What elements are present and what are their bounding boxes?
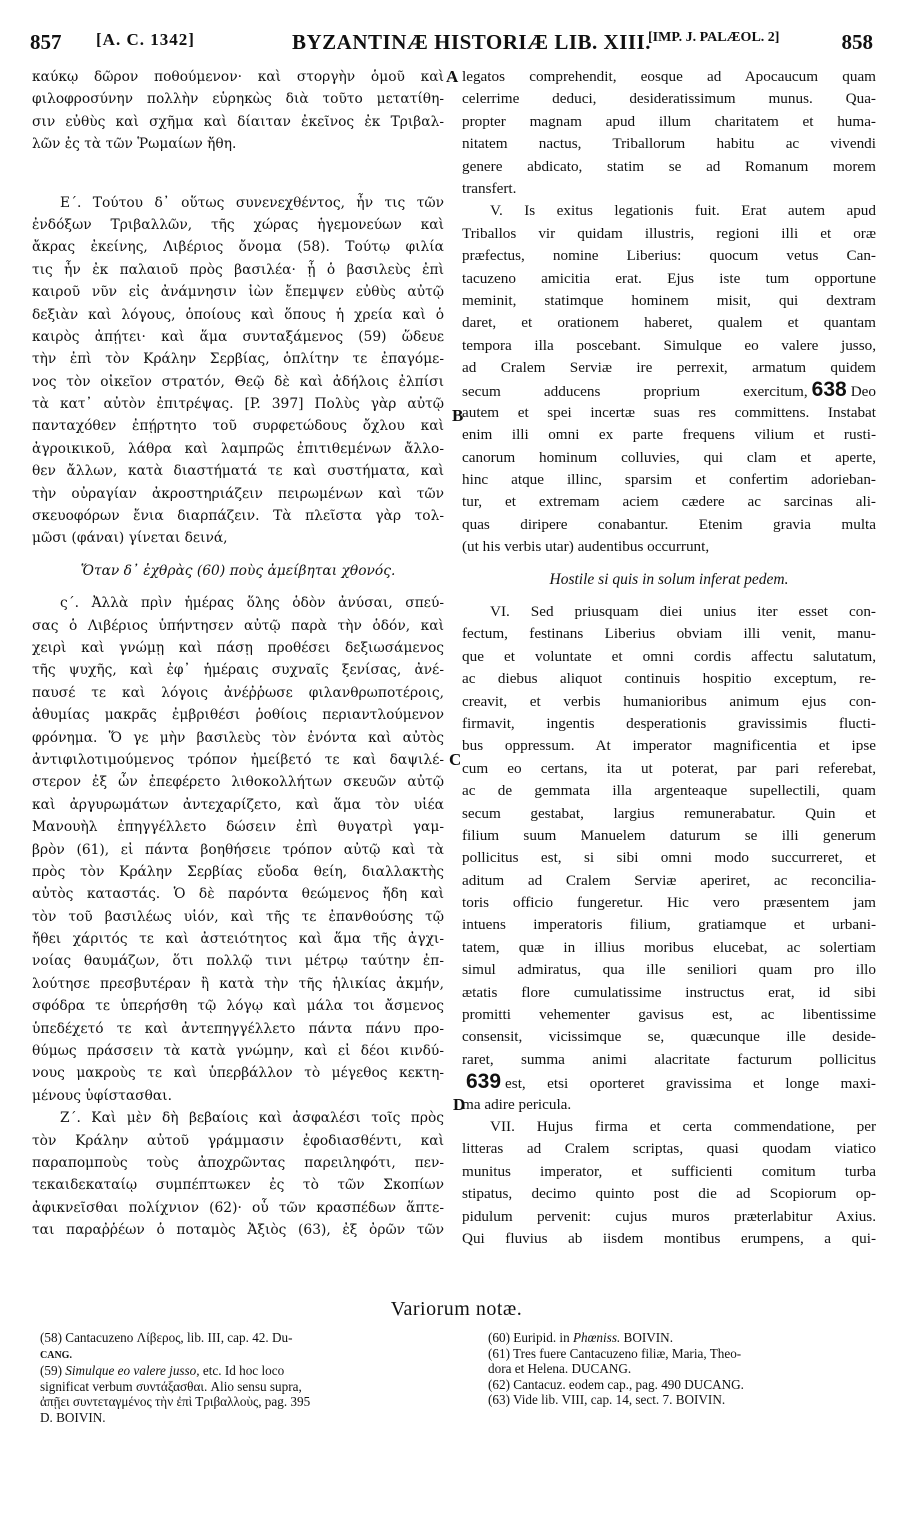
header-date: [A. C. 1342] xyxy=(96,30,195,49)
greek-line: ἀντιφιλοτιμούμενος τρόπον ἠμείβετό τε καὶ δαψιλέ- xyxy=(32,751,444,768)
latin-line: ad Cralem Serviæ ire perrexit, armatum quidem xyxy=(462,359,876,377)
footnote-italic: Phœniss. xyxy=(572,1330,621,1345)
greek-line: θύμως πράσσειν τὰ κατὰ γνώμην, καὶ εἰ δέοι κινδύ- xyxy=(32,1043,444,1060)
latin-line: autem et spei incertæ suas res committens. Instabat xyxy=(462,403,876,421)
greek-line: ἀφικνεῖσθαι πολίχνιον (62)· οὗ τῶν κρασπέδων ἅπτε- xyxy=(32,1199,444,1216)
footnote-line: ἀπῇει συντεταγμένος τὴν ἐπὶ Τριβαλλοὺς, pag. 395 xyxy=(40,1394,311,1409)
greek-line: νος τὸν οἰκεῖον στρατόν, Θεῷ δὲ καὶ ἀδήλοις ἐλπίσι xyxy=(32,373,444,390)
greek-line: ὑπεδέχετό τε καὶ ἀντεπηγγέλλετο πάντα πάνυ προ- xyxy=(32,1020,444,1037)
latin-line: aditum ad Cralem Serviæ aperiret, ac reconcilia- xyxy=(462,871,876,889)
latin-line: tatem, quæ in illius moribus elucebat, ac solertiam xyxy=(462,938,876,956)
greek-line: σιν εὐθὺς καὶ σχῆμα καὶ δίαιταν ἐκεῖνος ἐκ Τριβαλ- xyxy=(32,113,444,130)
greek-line: ἀγροικικοῦ, λάθρα καὶ λαμπρῶς ἐπιτιθεμένων ἄλλο- xyxy=(32,440,444,457)
greek-column xyxy=(32,66,444,1242)
footnote-line xyxy=(40,1363,460,1379)
footnote-part: BOIVIN. xyxy=(620,1330,673,1345)
footnote-line: significat verbum συντάξασθαι. Alio sensu supra, xyxy=(40,1378,302,1394)
latin-line: ætatis flore cumulatissime instructus erat, id sibi xyxy=(462,983,876,1001)
latin-line: que et voluntate et omni cordis affectu salutatum, xyxy=(462,647,876,665)
greek-line: χειρὶ καὶ γνώμῃ καὶ πάσῃ προθέσει δεξιωσάμενος xyxy=(32,639,444,656)
latin-line: tacuzeno amicitia erat. Ejus iste tum opportune xyxy=(462,269,876,287)
latin-line: creavit, et verbis humanioribus animum ejus con- xyxy=(462,692,876,710)
greek-verse-quote: Ὅταν δ᾽ ἐχθρὰς (60) ποὺς ἀμείβηται χθονός. xyxy=(80,562,396,579)
latin-line: transfert. xyxy=(462,179,517,197)
latin-line: V. Is exitus legationis fuit. Erat autem apud xyxy=(490,202,876,220)
greek-line: λούτησε πρεσβυτέραν ἢ κατὰ τὴν τῆς ἡλικίας ἀκμήν, xyxy=(32,975,444,992)
greek-line: τῆς ψυχῆς, καὶ ἐφ᾽ ἡμέραις συχναῖς ξενίσας, ἀνέ- xyxy=(32,662,444,679)
greek-line: τεκαιδεκαταίῳ συμπέπτωκεν ἐς τὸ τῶν Σκοπίων xyxy=(32,1177,444,1194)
greek-line: ἄκρας ἐκείνης, Λιβέριος ὄνομα (58). Τούτῳ φιλία xyxy=(32,239,444,256)
greek-line: Ε΄. Τούτου δ᾽ οὕτως συνενεχθέντος, ἦν τις τῶν xyxy=(60,194,444,211)
latin-line: litteras ad Cralem scriptas, quasi quodam viatico xyxy=(462,1140,876,1158)
greek-line: τὰ κατ᾽ αὐτὸν ἐπιτρέψας. [P. 397] Πολὺς γὰρ αὐτῷ xyxy=(32,396,444,413)
latin-line: promitti vehementer gavisus est, ac libentissime xyxy=(462,1006,876,1024)
greek-line: πανταχόθεν ἐπῄρτητο τοῦ συρφετώδους ὄχλου καὶ xyxy=(32,418,444,435)
greek-line: ἐνδόξων Τριβαλλῶν, τῆς χώρας ἡγεμονεύων καὶ xyxy=(32,216,444,233)
running-header xyxy=(30,30,873,60)
column-number-639: 639 xyxy=(466,1071,502,1094)
section-marker-a: A xyxy=(446,67,459,86)
latin-line: enim illi omni ex parte frequens vilium et rusti- xyxy=(462,426,876,444)
latin-line: tempora illa poscebant. Simulque eo valere jusso, xyxy=(462,336,876,354)
greek-line: αὐτὸς καταστάς. Ὁ δὲ παρόντα θεώμενος ἤδη καὶ xyxy=(32,886,444,903)
greek-line: Μανουὴλ ἐπηγγέλλετο δώσειν ἐπὶ θυγατρὶ γαμ- xyxy=(32,819,444,836)
footnote-line: (58) Cantacuzeno Λίβερος, lib. III, cap. 42. Du- xyxy=(40,1330,293,1345)
latin-line: meminit, statimque hominem misit, qui dextram xyxy=(462,291,876,309)
latin-line: VII. Hujus firma et certa commendatione, per xyxy=(490,1117,876,1135)
latin-line: tur, et extremam aciem cædere ac sarcinas ali- xyxy=(462,493,876,511)
section-marker-d: D xyxy=(453,1095,466,1114)
header-imperator: [IMP. J. PALÆOL. 2] xyxy=(648,30,780,45)
page-number-right: 858 xyxy=(841,30,873,54)
latin-line: ac de gemmata illa argenteaque supellectili, quam xyxy=(462,782,876,800)
section-marker-b: B xyxy=(452,406,464,425)
footnote-line xyxy=(40,1346,460,1364)
latin-verse-quote: Hostile si quis in solum inferat pedem. xyxy=(549,570,789,588)
column-number-638: 638 xyxy=(811,379,847,402)
footnote-part: etc. Id hoc loco xyxy=(199,1363,285,1378)
greek-line: δεξιὰν καὶ λόγους, ὁποίους καὶ ὅπους ἡ χρεία καὶ ὁ xyxy=(32,306,444,323)
header-title: BYZANTINÆ HISTORIÆ LIB. XIII. xyxy=(292,30,651,54)
latin-line: Triballos vir quidam illustris, regioni illi et oræ xyxy=(462,224,876,242)
latin-line-part: est, etsi oporteret gravissima et longe maxi- xyxy=(505,1075,876,1093)
greek-line: πρὸς τὸν Κράλην Σερβίας εὔοδα θείη, διαλλακτὴς xyxy=(32,863,444,880)
latin-line: hinc atque illinc, sparsim et confertim adorieban- xyxy=(462,471,876,489)
footnote-line: (63) Vide lib. VIII, cap. 14, sect. 7. BOIVIN. xyxy=(488,1392,726,1407)
latin-line: fectum, festinans Liberius obviam illi venit, manu- xyxy=(462,625,876,643)
latin-line-part: Deo xyxy=(850,383,876,401)
greek-line: στερον ἐξ ὧν ἐπεφέρετο λιθοκολλήτων σκευῶν αὐτῷ xyxy=(32,774,444,791)
latin-line: bus oppressum. At imperator magnificentia et ipse xyxy=(462,737,876,755)
greek-line: ται παραῤῥέων ὁ ποταμὸς Ἀξιὸς (63), ἐξ ὀρῶν τῶν xyxy=(32,1222,444,1239)
greek-line: νους μακροὺς τε καὶ ὑπερβάλλον τὸ μέγεθος κεκτη- xyxy=(32,1065,444,1082)
greek-line: παυσέ τε καὶ λόγοις ἀνέῤῥωσε φιλανθρωποτέροις, xyxy=(32,684,444,701)
greek-line: τὸν Κράλην αὐτοῦ γράμμασιν ἐφοδιασθέντι, καὶ xyxy=(32,1132,444,1149)
latin-line: filium suum Manuelem daturum se illi generum xyxy=(462,826,876,844)
greek-line: θεν ἄλλων, κατὰ διαστήματά τε καὶ συστήματα, καὶ xyxy=(32,463,444,480)
latin-line: Qui fluvius ab iisdem montibus erumpens, a qui- xyxy=(462,1229,876,1247)
greek-line: Ζ΄. Καὶ μὲν δὴ βεβαίοις καὶ ἀσφαλέσι τοῖς πρὸς xyxy=(60,1110,444,1127)
latin-line xyxy=(462,379,876,401)
greek-line: τὴν οὐραγίαν ἀκροστηριάζειν πειρωμένων καὶ τῶν xyxy=(32,485,444,502)
latin-line: quas diripere conabantur. Etenim gravia multa xyxy=(462,515,876,533)
footnote-part: (60) Euripid. in xyxy=(488,1330,573,1345)
latin-line: ac diebus aliquot continuis hospitio exceptum, re- xyxy=(462,670,876,688)
notes-right-column xyxy=(488,1330,888,1408)
greek-line: καιροῦ νῦν εἰς ἀνάμνησιν ἰὼν ἔπεμψεν εὐθὺς αὐτῷ xyxy=(32,284,444,301)
latin-line: nitatem nactus, Triballorum habitu ac vivendi xyxy=(462,135,876,153)
footnote-line: (61) Tres fuere Cantacuzeno filiæ, Maria, Theo- xyxy=(488,1345,742,1361)
greek-line: σκευοφόρων ἔνια διαρπάζειν. Τὰ πλεῖστα γὰρ τολ- xyxy=(32,508,444,525)
greek-line: νοίας θαυμάζων, ὅτι πολλῷ τινι μέτρῳ ταύτην ἐπ- xyxy=(32,953,444,970)
latin-line-part: secum adducens proprium exercitum, xyxy=(462,383,808,401)
greek-line: λῶν ἐς τὰ τῶν Ῥωμαίων ἤθη. xyxy=(32,136,237,153)
greek-line: ς΄. Ἀλλὰ πρὶν ἡμέρας ὅλης ὁδὸν ἀνύσαι, σπεύ- xyxy=(60,595,444,612)
greek-line: μένους ὑφίστασθαι. xyxy=(32,1087,172,1104)
latin-line: simul admiratus, qua ille seniliori quam pro illo xyxy=(462,961,876,979)
latin-line: munitus imperator, et sufficienti comitum turba xyxy=(462,1162,876,1180)
footnote-line: D. BOIVIN. xyxy=(40,1409,106,1425)
notes-left-column xyxy=(40,1330,460,1425)
greek-line: μῶσι (φάναι) γίνεται δεινά, xyxy=(32,530,228,547)
greek-line: ἀθυμίας μακρᾶς ἐμβριθέσι ῥοθίοις περιαντλούμενον xyxy=(32,707,444,724)
greek-line: καιρὸς ἀπῄτει· καὶ ἅμα συνταξάμενος (59) ὥδευε xyxy=(32,328,444,345)
footnote-line: dora et Helena. DUCANG. xyxy=(488,1361,632,1376)
greek-line: φρόνημα. Ὅ γε μὴν βασιλεὺς τὸν ἐνόντα καὶ αὐτὸς xyxy=(32,729,444,746)
latin-line: canorum hominum colluvies, qui clam et aperte, xyxy=(462,448,876,466)
section-marker-c: C xyxy=(449,750,462,769)
latin-line: secum gestabat, largius remunerabatur. Quin et xyxy=(462,804,876,822)
latin-line: cum eo certans, ita ut poterat, par pari referebat, xyxy=(462,759,876,777)
greek-line: φιλοφροσύνην πολλὴν εὑρηκὼς διὰ τοῦτο μετατίθη- xyxy=(32,91,444,108)
latin-line: VI. Sed priusquam diei unius iter esset con- xyxy=(490,602,876,620)
greek-line: βρὸν (61), εἰ πάντα βοηθήσειε τρόπον αὐτῷ καὶ τὰ xyxy=(32,841,444,858)
latin-line: genere abdicato, statim se ad Romanum morem xyxy=(462,157,876,175)
latin-line: daret, et orationem haberet, qualem et quantam xyxy=(462,314,876,332)
latin-line: toris officio fungeretur. Hic vero præsentem jam xyxy=(462,894,876,912)
greek-line: σφόδρα τε ὑπερήσθη τῷ λόγῳ καὶ μάλα τοι ἄσμενος xyxy=(32,998,444,1015)
footnote-part: (59) xyxy=(40,1363,66,1378)
footnote-attribution: CANG. xyxy=(40,1349,72,1361)
notes-heading: Variorum notæ. xyxy=(390,1298,523,1320)
latin-line: ma adire pericula. xyxy=(462,1095,572,1113)
latin-column xyxy=(462,66,876,1250)
greek-line: παραπομποὺς τοὺς ἀποχρῶντας παρειληφότι, πεν- xyxy=(32,1154,444,1171)
greek-line: ἤθει χάριτός τε καὶ ἀστειότητος καὶ ἅμα τῆς ἀγχι- xyxy=(32,931,444,948)
page-number-left: 857 xyxy=(30,30,62,54)
latin-line xyxy=(462,1071,876,1093)
latin-line: consensit, vicissimque se, quæcunque ille deside- xyxy=(462,1028,876,1046)
greek-line: σας ὁ Λιβέριος ὑπήντησεν αὐτῷ παρὰ τὴν ὁδόν, καὶ xyxy=(32,617,444,634)
footnote-line: (62) Cantacuz. eodem cap., pag. 490 DUCANG. xyxy=(488,1376,744,1392)
greek-line: τὸν τοῦ βασιλέως υἱόν, καὶ τῆς τε ἐπανθούσης τῷ xyxy=(32,908,444,925)
footnote-line xyxy=(488,1330,888,1346)
latin-line: raret, summa animi alacritate facturum pollicitus xyxy=(462,1050,876,1068)
greek-line: τις ἦν ἐκ παλαιοῦ πρὸς βασιλέα· ᾗ ὁ βασιλεὺς ἐπὶ xyxy=(32,261,444,278)
greek-line: καύκῳ δῶρον ποθούμενον· καὶ στοργὴν ὁμοῦ καὶ xyxy=(32,69,444,85)
latin-line: intuens imperatoris filium, gratiamque et urbani- xyxy=(462,916,876,934)
latin-line: propter magnam apud illum charitatem et huma- xyxy=(462,112,876,130)
latin-line: pidulum pervenit: cujus muros præterlabitur Axius. xyxy=(462,1207,876,1225)
greek-line: τὴν ἐπὶ τὸν Κράλην Σερβίας, ὁπλίτην τε ἐπαγόμε- xyxy=(32,351,444,368)
footnote-italic: Simulque eo valere jusso, xyxy=(65,1363,200,1378)
latin-line: pollicitus est, si sibi omni modo succurreret, et xyxy=(462,849,876,867)
latin-line: celerrime deduci, desideratissimum munus. Qua- xyxy=(462,90,876,108)
latin-line: præfectus, nomine Liberius: quocum vetus Can- xyxy=(462,247,876,265)
latin-line: (ut his verbis utar) audentibus occurrunt, xyxy=(462,538,710,556)
latin-line: stipatus, decimo quinto post die ad Scopiorum op- xyxy=(462,1185,876,1203)
greek-line: καὶ ἀργυρωμάτων ἀντεχαρίζετο, καὶ ἅμα τὸν υἱέα xyxy=(32,796,444,813)
latin-line: firmavit, ingentis desperationis gravissimis flucti- xyxy=(462,714,876,732)
latin-line: legatos comprehendit, eosque ad Apocaucum quam xyxy=(462,68,876,85)
